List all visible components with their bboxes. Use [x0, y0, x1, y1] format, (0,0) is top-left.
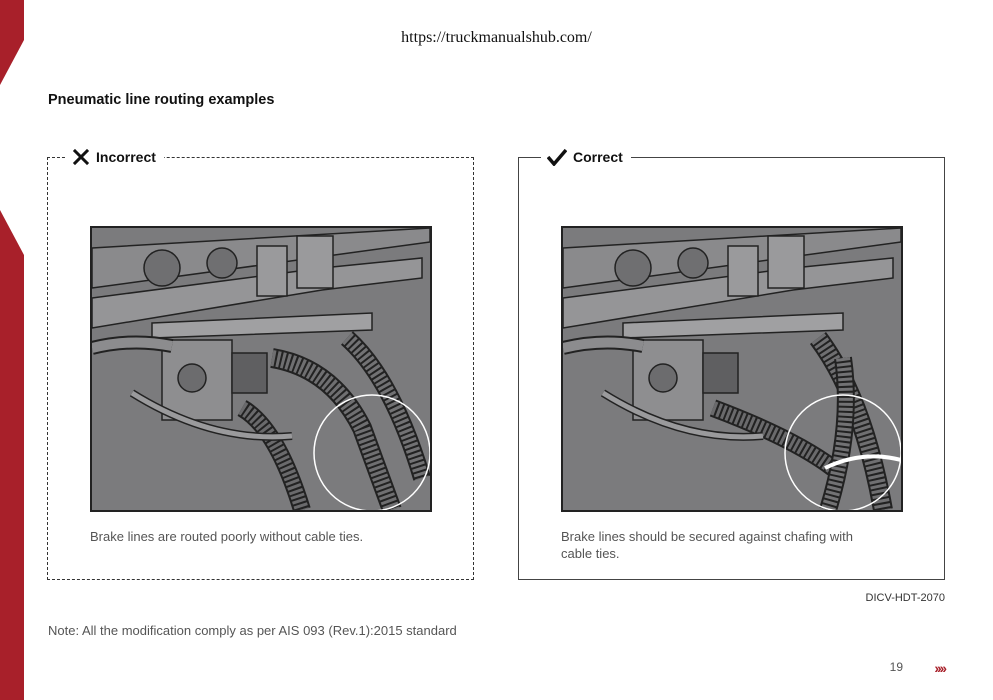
next-page-arrows-icon[interactable]: ››››	[934, 660, 945, 676]
incorrect-panel	[47, 149, 474, 580]
correct-routing-illustration	[563, 228, 901, 510]
figure-id: DICV-HDT-2070	[865, 592, 945, 604]
correct-routing-photo	[561, 226, 903, 512]
accent-bar-shape	[0, 0, 24, 700]
incorrect-routing-photo	[90, 226, 432, 512]
correct-label: Correct	[573, 149, 623, 165]
header-url[interactable]: https://truckmanualshub.com/	[401, 29, 592, 46]
incorrect-routing-illustration	[92, 228, 430, 510]
correct-caption: Brake lines should be secured against chafing with cable ties.	[561, 529, 853, 561]
incorrect-caption: Brake lines are routed poorly without cable ties.	[90, 529, 364, 544]
correct-panel	[518, 149, 945, 580]
page-number: 19	[889, 660, 903, 674]
incorrect-legend	[66, 148, 164, 166]
incorrect-label: Incorrect	[96, 149, 156, 165]
cross-icon	[72, 148, 90, 166]
page-title: Pneumatic line routing examples	[48, 92, 275, 108]
correct-legend	[541, 148, 631, 166]
checkmark-icon	[547, 148, 567, 166]
left-accent-bar	[0, 0, 24, 700]
compliance-note: Note: All the modification comply as per AIS 093 (Rev.1):2015 standard	[48, 623, 457, 638]
